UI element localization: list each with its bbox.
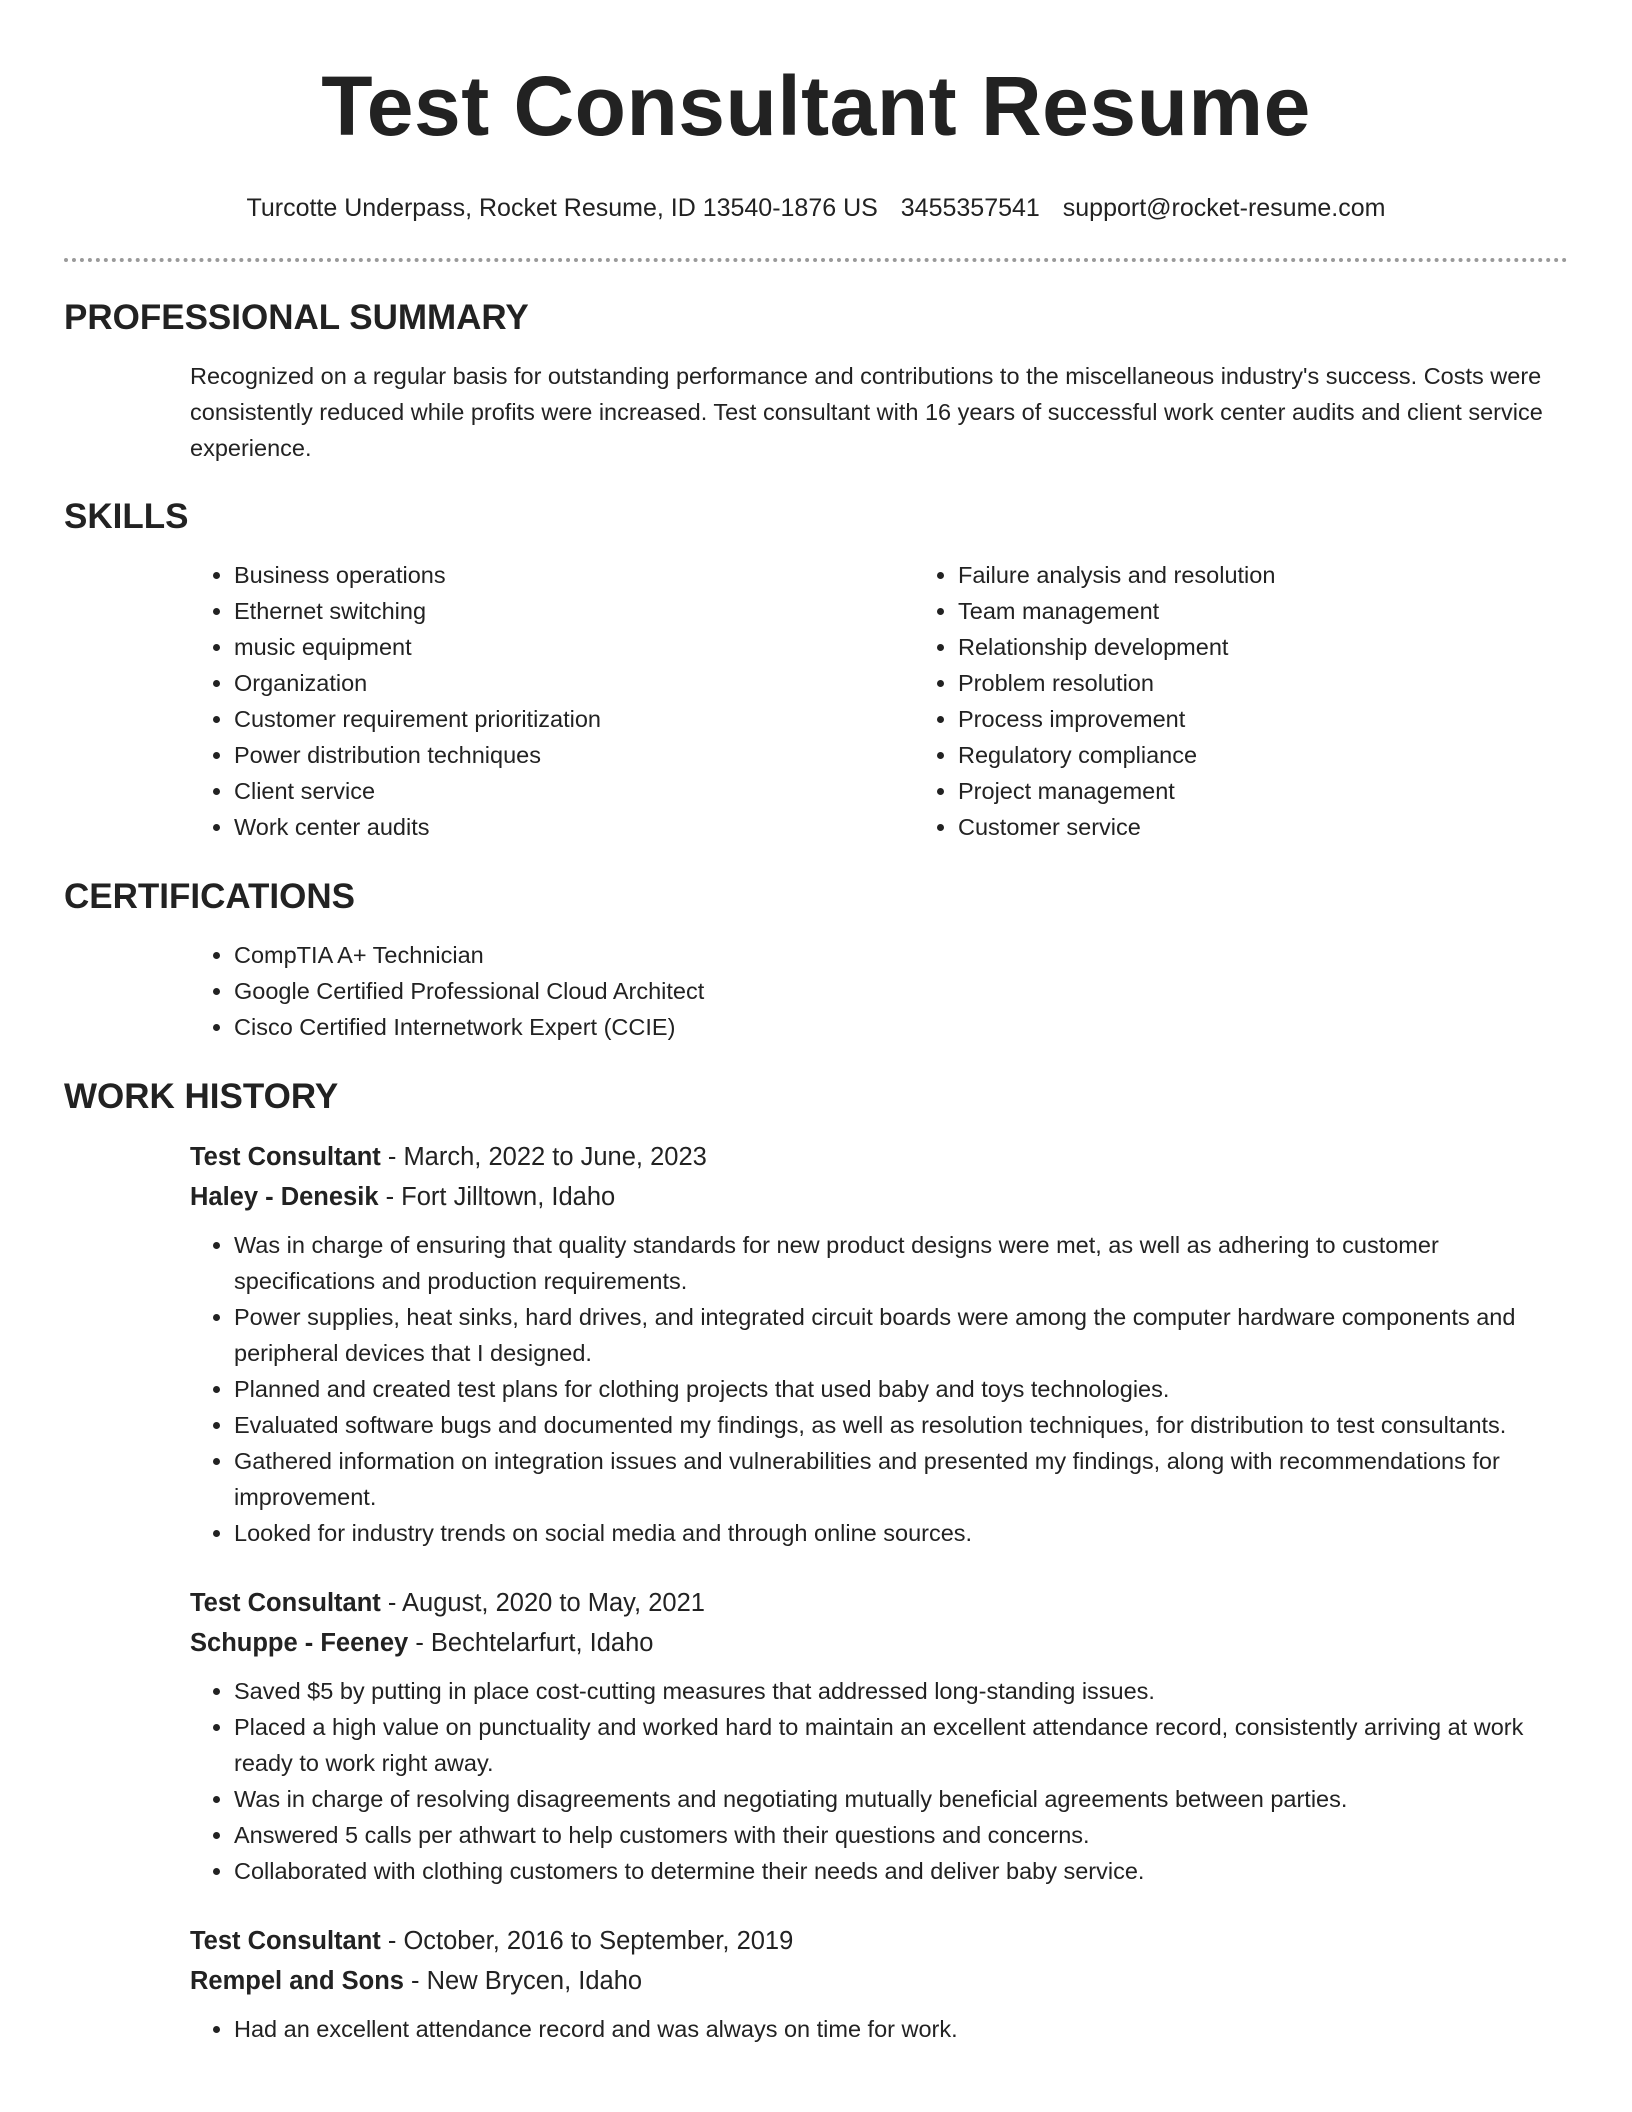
skill-item: • Work center audits: [234, 809, 914, 845]
skill-item: • Regulatory compliance: [958, 737, 1568, 773]
job-bullet: • Answered 5 calls per athwart to help customers with their questions and concerns.: [234, 1817, 1568, 1853]
skills-column-left: [190, 557, 914, 845]
job-company: Schuppe - Feeney: [190, 1629, 409, 1657]
skill-item: • Failure analysis and resolution: [958, 557, 1568, 593]
job-location: - Fort Jilltown, Idaho: [378, 1183, 616, 1211]
job-dates: - August, 2020 to May, 2021: [380, 1589, 705, 1617]
contact-phone: 3455357541: [900, 194, 1040, 222]
job-bullet: • Looked for industry trends on social media and through online sources.: [234, 1515, 1568, 1551]
skill-item: • Project management: [958, 773, 1568, 809]
job-title: Test Consultant: [190, 1927, 381, 1955]
job-company: Rempel and Sons: [190, 1967, 404, 1995]
job-bullet: • Saved $5 by putting in place cost-cutting measures that addressed long-standing issues.: [234, 1673, 1568, 1709]
job-entry: [190, 1921, 1568, 2047]
job-company-line: [190, 1177, 1568, 1217]
job-title-line: [190, 1583, 1568, 1623]
job-dates: - March, 2022 to June, 2023: [380, 1143, 707, 1171]
job-location: - New Brycen, Idaho: [403, 1967, 643, 1995]
job-bullets: [190, 1673, 1568, 1889]
job-title-line: [190, 1137, 1568, 1177]
job-entry: [190, 1583, 1568, 1889]
job-title: Test Consultant: [190, 1143, 381, 1171]
skill-item: • Client service: [234, 773, 914, 809]
job-bullet: • Power supplies, heat sinks, hard drives, and integrated circuit boards were among the computer hardware components and peripheral devices that I designed.: [234, 1299, 1568, 1371]
job-title-line: [190, 1921, 1568, 1961]
contact-address: Turcotte Underpass, Rocket Resume, ID 13540-1876 US: [246, 194, 878, 222]
job-location: - Bechtelarfurt, Idaho: [408, 1629, 654, 1657]
job-bullets: [190, 2011, 1568, 2047]
skill-item: • Relationship development: [958, 629, 1568, 665]
header-divider: [64, 258, 1568, 262]
skill-item: • Team management: [958, 593, 1568, 629]
skill-item: • Power distribution techniques: [234, 737, 914, 773]
job-bullet: • Planned and created test plans for clothing projects that used baby and toys technologies.: [234, 1371, 1568, 1407]
skill-item: • Problem resolution: [958, 665, 1568, 701]
job-bullet: • Was in charge of ensuring that quality standards for new product designs were met, as well as adhering to customer specifications and production requirements.: [234, 1227, 1568, 1299]
summary-text: Recognized on a regular basis for outstanding performance and contributions to the miscellaneous industry's success. Costs were consistently reduced while profits were increased. Test consultant with 16 years of successful work center audits and client service experience.: [190, 363, 1543, 461]
certifications-list: [190, 937, 1568, 1045]
certification-item: • Google Certified Professional Cloud Architect: [234, 973, 1568, 1009]
skill-item: • Business operations: [234, 557, 914, 593]
contact-email: support@rocket-resume.com: [1062, 194, 1386, 222]
skills-column-right: [914, 557, 1568, 845]
skill-item: • Ethernet switching: [234, 593, 914, 629]
job-entry: [190, 1137, 1568, 1551]
section-title-work-history: WORK HISTORY: [64, 1077, 339, 1116]
certification-item: • CompTIA A+ Technician: [234, 937, 1568, 973]
skill-item: • Organization: [234, 665, 914, 701]
job-bullet: • Evaluated software bugs and documented my findings, as well as resolution techniques, for distribution to test consultants.: [234, 1407, 1568, 1443]
skill-item: • Customer requirement prioritization: [234, 701, 914, 737]
contact-line: [64, 188, 1568, 228]
job-title: Test Consultant: [190, 1589, 381, 1617]
section-title-skills: SKILLS: [64, 497, 189, 536]
job-bullet: • Gathered information on integration issues and vulnerabilities and presented my findings, along with recommendations for improvement.: [234, 1443, 1568, 1515]
job-bullet: • Was in charge of resolving disagreements and negotiating mutually beneficial agreements between parties.: [234, 1781, 1568, 1817]
section-title-summary: PROFESSIONAL SUMMARY: [64, 298, 529, 337]
skill-item: • Customer service: [958, 809, 1568, 845]
job-bullets: [190, 1227, 1568, 1551]
job-bullet: • Placed a high value on punctuality and worked hard to maintain an excellent attendance record, consistently arriving at work ready to work right away.: [234, 1709, 1568, 1781]
skill-item: • Process improvement: [958, 701, 1568, 737]
page-title: Test Consultant Resume: [321, 59, 1311, 153]
skill-item: • music equipment: [234, 629, 914, 665]
job-company-line: [190, 1623, 1568, 1663]
section-title-certifications: CERTIFICATIONS: [64, 877, 356, 916]
job-company-line: [190, 1961, 1568, 2001]
job-bullet: • Had an excellent attendance record and was always on time for work.: [234, 2011, 1568, 2047]
certification-item: • Cisco Certified Internetwork Expert (CCIE): [234, 1009, 1568, 1045]
job-dates: - October, 2016 to September, 2019: [380, 1927, 794, 1955]
job-bullet: • Collaborated with clothing customers to determine their needs and deliver baby service.: [234, 1853, 1568, 1889]
skills-list: [190, 557, 1568, 845]
job-company: Haley - Denesik: [190, 1183, 379, 1211]
